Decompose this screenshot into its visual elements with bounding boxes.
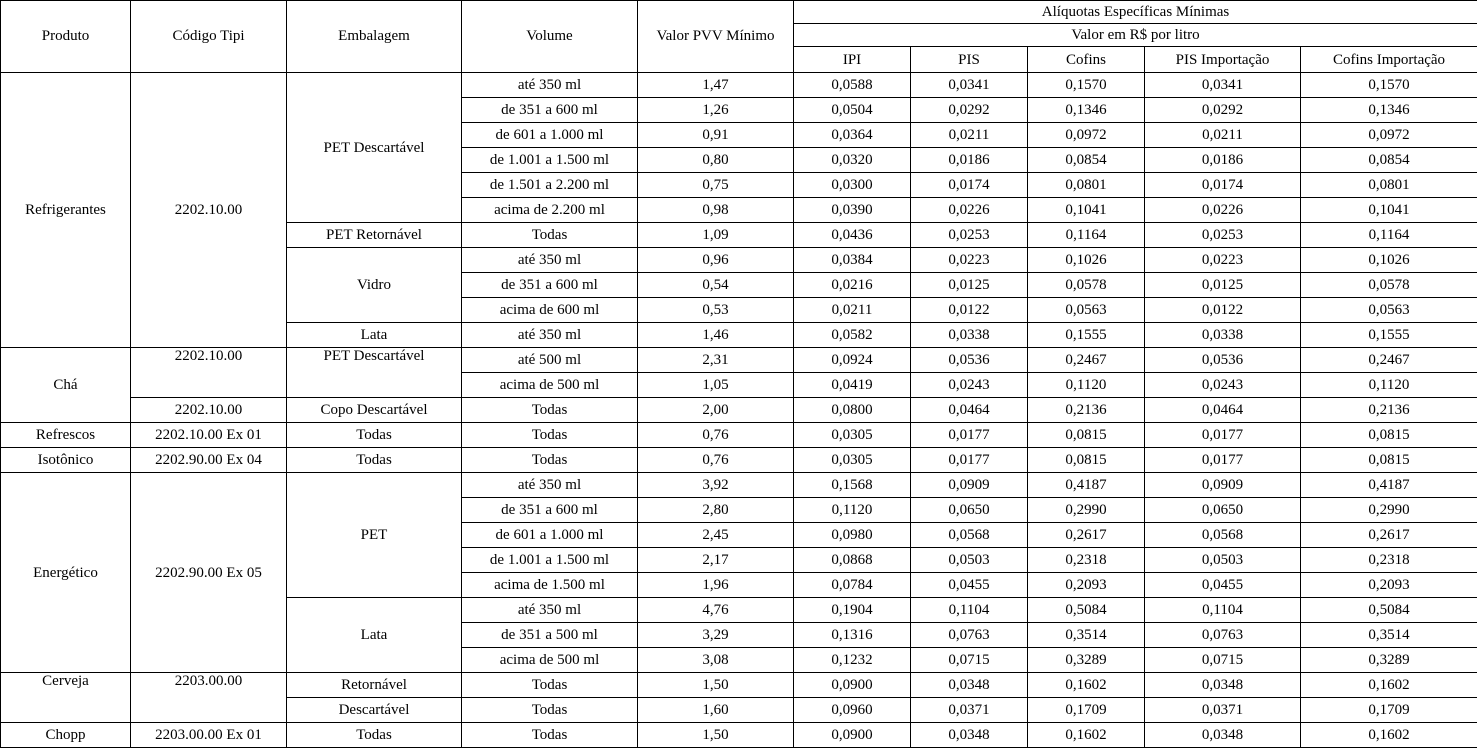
cell-volume: Todas: [462, 723, 638, 748]
cell-cofins-importacao: 0,0563: [1301, 298, 1477, 323]
cell-pvv: 3,08: [638, 648, 794, 673]
cell-pis: 0,0186: [911, 148, 1028, 173]
cell-codigo: 2202.90.00 Ex 04: [131, 448, 287, 473]
cell-pis: 0,0177: [911, 423, 1028, 448]
cell-volume: de 601 a 1.000 ml: [462, 123, 638, 148]
cell-ipi: 0,0211: [794, 298, 911, 323]
cell-pis-importacao: 0,0763: [1145, 623, 1301, 648]
cell-cofins: 0,1041: [1028, 198, 1145, 223]
cell-embalagem: Todas: [287, 448, 462, 473]
cell-volume: de 351 a 500 ml: [462, 623, 638, 648]
cell-volume: de 351 a 600 ml: [462, 98, 638, 123]
cell-produto: Refrescos: [1, 423, 131, 448]
cell-pis: 0,0348: [911, 723, 1028, 748]
cell-pvv: 1,46: [638, 323, 794, 348]
cell-ipi: 0,0900: [794, 723, 911, 748]
cell-pvv: 2,80: [638, 498, 794, 523]
cell-pvv: 3,92: [638, 473, 794, 498]
cell-cofins-importacao: 0,3289: [1301, 648, 1477, 673]
cell-cofins: 0,0578: [1028, 273, 1145, 298]
cell-pis-importacao: 0,0909: [1145, 473, 1301, 498]
cell-volume: de 351 a 600 ml: [462, 498, 638, 523]
cell-pis: 0,0223: [911, 248, 1028, 273]
cell-pis: 0,0464: [911, 398, 1028, 423]
cell-pis: 0,0455: [911, 573, 1028, 598]
cell-pvv: 1,09: [638, 223, 794, 248]
cell-codigo: 2202.10.00 Ex 01: [131, 423, 287, 448]
cell-ipi: 0,1232: [794, 648, 911, 673]
cell-pvv: 4,76: [638, 598, 794, 623]
cell-volume: acima de 500 ml: [462, 373, 638, 398]
cell-ipi: 0,0900: [794, 673, 911, 698]
cell-cofins-importacao: 0,0972: [1301, 123, 1477, 148]
cell-cofins-importacao: 0,0801: [1301, 173, 1477, 198]
cell-pvv: 1,47: [638, 73, 794, 98]
cell-ipi: 0,0582: [794, 323, 911, 348]
cell-volume: até 350 ml: [462, 473, 638, 498]
cell-cofins-importacao: 0,2617: [1301, 523, 1477, 548]
cell-cofins-importacao: 0,1041: [1301, 198, 1477, 223]
header-volume: Volume: [462, 1, 638, 73]
cell-pvv: 1,05: [638, 373, 794, 398]
cell-volume: Todas: [462, 698, 638, 723]
cell-cofins: 0,0563: [1028, 298, 1145, 323]
cell-pis-importacao: 0,0177: [1145, 448, 1301, 473]
cell-cofins: 0,3514: [1028, 623, 1145, 648]
cell-pis-importacao: 0,0371: [1145, 698, 1301, 723]
cell-cofins: 0,3289: [1028, 648, 1145, 673]
cell-volume: acima de 1.500 ml: [462, 573, 638, 598]
cell-pis: 0,0536: [911, 348, 1028, 373]
cell-embalagem: PET: [287, 473, 462, 598]
table-row: [1, 73, 1477, 98]
cell-embalagem: Todas: [287, 723, 462, 748]
cell-ipi: 0,0504: [794, 98, 911, 123]
cell-pvv: 0,76: [638, 423, 794, 448]
cell-embalagem: Retornável: [287, 673, 462, 698]
cell-cofins: 0,2136: [1028, 398, 1145, 423]
cell-volume: até 500 ml: [462, 348, 638, 373]
cell-volume: de 601 a 1.000 ml: [462, 523, 638, 548]
table-row: [1, 423, 1477, 448]
cell-volume: até 350 ml: [462, 248, 638, 273]
cell-codigo: 2202.10.00: [131, 348, 287, 398]
cell-cofins: 0,0854: [1028, 148, 1145, 173]
cell-embalagem: PET Descartável: [287, 73, 462, 223]
cell-produto: Chopp: [1, 723, 131, 748]
cell-cofins: 0,1709: [1028, 698, 1145, 723]
header-valor-pvv: Valor PVV Mínimo: [638, 1, 794, 73]
cell-pis: 0,0348: [911, 673, 1028, 698]
cell-pis-importacao: 0,0292: [1145, 98, 1301, 123]
cell-produto: Isotônico: [1, 448, 131, 473]
cell-cofins-importacao: 0,4187: [1301, 473, 1477, 498]
cell-cofins-importacao: 0,1346: [1301, 98, 1477, 123]
table-row: [1, 348, 1477, 373]
cell-cofins: 0,1555: [1028, 323, 1145, 348]
header-codigo-tipi: Código Tipi: [131, 1, 287, 73]
cell-cofins: 0,2990: [1028, 498, 1145, 523]
cell-ipi: 0,0784: [794, 573, 911, 598]
cell-ipi: 0,0305: [794, 423, 911, 448]
cell-codigo: 2202.10.00: [131, 73, 287, 348]
cell-volume: de 1.501 a 2.200 ml: [462, 173, 638, 198]
cell-pis-importacao: 0,0338: [1145, 323, 1301, 348]
cell-pis-importacao: 0,0568: [1145, 523, 1301, 548]
cell-volume: até 350 ml: [462, 598, 638, 623]
table-row: [1, 673, 1477, 698]
cell-pis: 0,0341: [911, 73, 1028, 98]
cell-pvv: 2,00: [638, 398, 794, 423]
cell-ipi: 0,0800: [794, 398, 911, 423]
cell-pis: 0,0292: [911, 98, 1028, 123]
cell-pis: 0,0568: [911, 523, 1028, 548]
cell-cofins-importacao: 0,1570: [1301, 73, 1477, 98]
cell-pis-importacao: 0,0122: [1145, 298, 1301, 323]
cell-pvv: 0,53: [638, 298, 794, 323]
cell-pis: 0,0338: [911, 323, 1028, 348]
cell-pvv: 0,91: [638, 123, 794, 148]
cell-cofins: 0,0815: [1028, 423, 1145, 448]
header-aliquotas: Alíquotas Específicas Mínimas: [794, 1, 1477, 24]
cell-pis: 0,0211: [911, 123, 1028, 148]
cell-embalagem: Lata: [287, 598, 462, 673]
cell-pis: 0,0503: [911, 548, 1028, 573]
cell-cofins: 0,1570: [1028, 73, 1145, 98]
cell-cofins: 0,1026: [1028, 248, 1145, 273]
cell-pis: 0,0650: [911, 498, 1028, 523]
header-cofins-importacao: Cofins Importação: [1301, 47, 1477, 73]
cell-pis: 0,0174: [911, 173, 1028, 198]
cell-cofins: 0,5084: [1028, 598, 1145, 623]
cell-cofins-importacao: 0,2467: [1301, 348, 1477, 373]
cell-pvv: 0,98: [638, 198, 794, 223]
cell-embalagem: PET Descartável: [287, 348, 462, 398]
cell-cofins-importacao: 0,0854: [1301, 148, 1477, 173]
cell-pis: 0,0125: [911, 273, 1028, 298]
header-row: [1, 1, 1477, 24]
cell-volume: Todas: [462, 448, 638, 473]
cell-pvv: 0,96: [638, 248, 794, 273]
cell-cofins: 0,0815: [1028, 448, 1145, 473]
cell-cofins: 0,2467: [1028, 348, 1145, 373]
cell-pis: 0,0909: [911, 473, 1028, 498]
cell-pvv: 1,60: [638, 698, 794, 723]
cell-pis-importacao: 0,0211: [1145, 123, 1301, 148]
header-pis-importacao: PIS Importação: [1145, 47, 1301, 73]
cell-pis: 0,0253: [911, 223, 1028, 248]
cell-cofins-importacao: 0,1602: [1301, 723, 1477, 748]
cell-cofins-importacao: 0,5084: [1301, 598, 1477, 623]
cell-pis-importacao: 0,0341: [1145, 73, 1301, 98]
cell-ipi: 0,0305: [794, 448, 911, 473]
cell-pis-importacao: 0,1104: [1145, 598, 1301, 623]
cell-volume: Todas: [462, 398, 638, 423]
cell-ipi: 0,0364: [794, 123, 911, 148]
cell-cofins: 0,0801: [1028, 173, 1145, 198]
cell-ipi: 0,1316: [794, 623, 911, 648]
cell-pis-importacao: 0,0348: [1145, 723, 1301, 748]
header-pis: PIS: [911, 47, 1028, 73]
cell-pis-importacao: 0,0455: [1145, 573, 1301, 598]
cell-ipi: 0,1568: [794, 473, 911, 498]
header-embalagem: Embalagem: [287, 1, 462, 73]
cell-ipi: 0,0980: [794, 523, 911, 548]
cell-codigo: 2203.00.00: [131, 673, 287, 723]
cell-cofins: 0,1120: [1028, 373, 1145, 398]
cell-cofins-importacao: 0,3514: [1301, 623, 1477, 648]
cell-pis-importacao: 0,0253: [1145, 223, 1301, 248]
cell-ipi: 0,1904: [794, 598, 911, 623]
cell-volume: até 350 ml: [462, 323, 638, 348]
cell-ipi: 0,0320: [794, 148, 911, 173]
cell-embalagem: Descartável: [287, 698, 462, 723]
cell-pis-importacao: 0,0177: [1145, 423, 1301, 448]
cell-volume: acima de 2.200 ml: [462, 198, 638, 223]
cell-cofins-importacao: 0,2093: [1301, 573, 1477, 598]
cell-pis-importacao: 0,0650: [1145, 498, 1301, 523]
cell-ipi: 0,0436: [794, 223, 911, 248]
cell-pis-importacao: 0,0223: [1145, 248, 1301, 273]
cell-pis-importacao: 0,0226: [1145, 198, 1301, 223]
cell-produto: Energético: [1, 473, 131, 673]
cell-pvv: 1,50: [638, 723, 794, 748]
table-row: [1, 723, 1477, 748]
cell-pis-importacao: 0,0715: [1145, 648, 1301, 673]
cell-pis: 0,1104: [911, 598, 1028, 623]
cell-cofins-importacao: 0,2990: [1301, 498, 1477, 523]
cell-cofins-importacao: 0,0815: [1301, 448, 1477, 473]
cell-ipi: 0,0390: [794, 198, 911, 223]
table-row: [1, 448, 1477, 473]
table-row: [1, 473, 1477, 498]
cell-pis-importacao: 0,0503: [1145, 548, 1301, 573]
cell-volume: de 351 a 600 ml: [462, 273, 638, 298]
header-produto: Produto: [1, 1, 131, 73]
cell-ipi: 0,0868: [794, 548, 911, 573]
cell-pis-importacao: 0,0348: [1145, 673, 1301, 698]
cell-produto: Chá: [1, 348, 131, 423]
cell-pvv: 1,26: [638, 98, 794, 123]
cell-pvv: 0,80: [638, 148, 794, 173]
cell-pvv: 2,17: [638, 548, 794, 573]
cell-ipi: 0,0384: [794, 248, 911, 273]
cell-cofins-importacao: 0,1602: [1301, 673, 1477, 698]
cell-cofins: 0,2617: [1028, 523, 1145, 548]
cell-pis-importacao: 0,0536: [1145, 348, 1301, 373]
cell-pvv: 2,45: [638, 523, 794, 548]
cell-ipi: 0,0300: [794, 173, 911, 198]
cell-ipi: 0,0419: [794, 373, 911, 398]
cell-volume: Todas: [462, 423, 638, 448]
cell-codigo: 2203.00.00 Ex 01: [131, 723, 287, 748]
cell-volume: acima de 500 ml: [462, 648, 638, 673]
cell-volume: de 1.001 a 1.500 ml: [462, 548, 638, 573]
cell-cofins: 0,1602: [1028, 723, 1145, 748]
cell-cofins: 0,0972: [1028, 123, 1145, 148]
cell-cofins-importacao: 0,1555: [1301, 323, 1477, 348]
cell-pvv: 3,29: [638, 623, 794, 648]
cell-pis: 0,0715: [911, 648, 1028, 673]
cell-pvv: 1,50: [638, 673, 794, 698]
cell-embalagem: Todas: [287, 423, 462, 448]
cell-codigo: 2202.10.00: [131, 398, 287, 423]
cell-embalagem: PET Retornável: [287, 223, 462, 248]
header-cofins: Cofins: [1028, 47, 1145, 73]
cell-ipi: 0,1120: [794, 498, 911, 523]
cell-pis: 0,0371: [911, 698, 1028, 723]
cell-cofins-importacao: 0,1709: [1301, 698, 1477, 723]
cell-cofins-importacao: 0,1026: [1301, 248, 1477, 273]
cell-cofins-importacao: 0,0578: [1301, 273, 1477, 298]
table-row: [1, 398, 1477, 423]
cell-pis: 0,0243: [911, 373, 1028, 398]
cell-pis: 0,0177: [911, 448, 1028, 473]
cell-ipi: 0,0216: [794, 273, 911, 298]
cell-pis-importacao: 0,0464: [1145, 398, 1301, 423]
cell-cofins-importacao: 0,1120: [1301, 373, 1477, 398]
cell-cofins: 0,1346: [1028, 98, 1145, 123]
cell-produto: Cerveja: [1, 673, 131, 723]
cell-pis-importacao: 0,0174: [1145, 173, 1301, 198]
cell-produto: Refrigerantes: [1, 73, 131, 348]
cell-pis-importacao: 0,0243: [1145, 373, 1301, 398]
cell-embalagem: Copo Descartável: [287, 398, 462, 423]
cell-pvv: 0,54: [638, 273, 794, 298]
cell-ipi: 0,0924: [794, 348, 911, 373]
cell-volume: Todas: [462, 223, 638, 248]
cell-cofins-importacao: 0,2136: [1301, 398, 1477, 423]
cell-cofins: 0,1164: [1028, 223, 1145, 248]
cell-cofins-importacao: 0,1164: [1301, 223, 1477, 248]
cell-cofins: 0,4187: [1028, 473, 1145, 498]
cell-pis: 0,0122: [911, 298, 1028, 323]
cell-volume: até 350 ml: [462, 73, 638, 98]
cell-embalagem: Vidro: [287, 248, 462, 323]
cell-codigo: 2202.90.00 Ex 05: [131, 473, 287, 673]
header-valor-litro: Valor em R$ por litro: [794, 24, 1477, 47]
cell-cofins: 0,1602: [1028, 673, 1145, 698]
cell-pis-importacao: 0,0125: [1145, 273, 1301, 298]
cell-ipi: 0,0960: [794, 698, 911, 723]
cell-pis: 0,0763: [911, 623, 1028, 648]
cell-cofins-importacao: 0,0815: [1301, 423, 1477, 448]
cell-volume: de 1.001 a 1.500 ml: [462, 148, 638, 173]
cell-pis: 0,0226: [911, 198, 1028, 223]
cell-pis-importacao: 0,0186: [1145, 148, 1301, 173]
cell-cofins: 0,2318: [1028, 548, 1145, 573]
cell-pvv: 0,76: [638, 448, 794, 473]
cell-embalagem: Lata: [287, 323, 462, 348]
cell-cofins: 0,2093: [1028, 573, 1145, 598]
cell-pvv: 0,75: [638, 173, 794, 198]
cell-cofins-importacao: 0,2318: [1301, 548, 1477, 573]
cell-volume: acima de 600 ml: [462, 298, 638, 323]
cell-volume: Todas: [462, 673, 638, 698]
header-ipi: IPI: [794, 47, 911, 73]
cell-ipi: 0,0588: [794, 73, 911, 98]
cell-pvv: 2,31: [638, 348, 794, 373]
cell-pvv: 1,96: [638, 573, 794, 598]
